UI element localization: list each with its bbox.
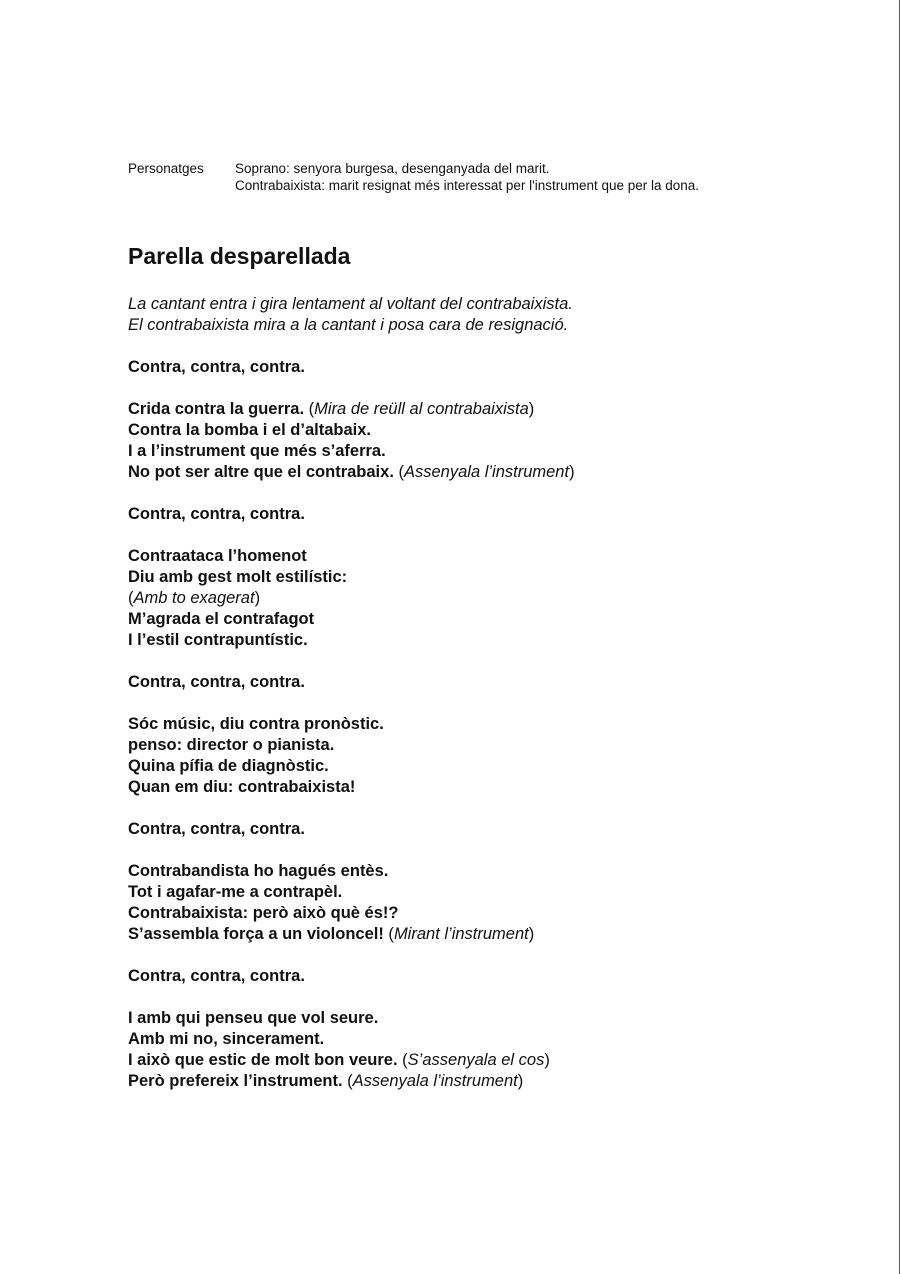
lyric-text: Amb mi no, sincerament. [128, 1030, 325, 1048]
refrain: Contra, contra, contra. [128, 358, 305, 376]
lyric-line [128, 882, 848, 903]
lyric-text: Diu amb gest molt estilístic: [128, 568, 348, 586]
stage-direction-text: Mira de reüll al contrabaixista [314, 400, 529, 418]
lyric-line [128, 567, 848, 588]
verse-stanza [128, 861, 848, 945]
lyric-text: Quan em diu: contrabaixista! [128, 778, 356, 796]
refrain: Contra, contra, contra. [128, 967, 305, 985]
lyric-text: M’agrada el contrafagot [128, 610, 315, 628]
lyric-text: Contraataca l’homenot [128, 547, 307, 565]
lyric-line [128, 1029, 848, 1050]
refrain: Contra, contra, contra. [128, 505, 305, 523]
cast-characters [235, 160, 699, 194]
lyric-text: Però prefereix l’instrument. [128, 1072, 343, 1090]
stage-direction-line: La cantant entra i gira lentament al voltant del contrabaixista. [128, 295, 573, 313]
lyric-line [128, 1008, 848, 1029]
stage-direction: (Mirant l’instrument) [383, 925, 535, 943]
lyric-line [128, 588, 848, 609]
verse-stanza [128, 399, 848, 483]
stage-direction: (Assenyala l’instrument) [393, 463, 575, 481]
lyric-line [128, 924, 848, 945]
stage-direction: (Assenyala l’instrument) [342, 1072, 524, 1090]
lyric-text: Contrabandista ho hagués entès. [128, 862, 389, 880]
lyric-line [128, 756, 848, 777]
lyric-line [128, 399, 848, 420]
refrain: Contra, contra, contra. [128, 820, 305, 838]
lyric-line [128, 441, 848, 462]
page-title: Parella desparellada [128, 243, 351, 269]
lyric-text: No pot ser altre que el contrabaix. [128, 463, 394, 481]
lyric-line [128, 777, 848, 798]
lyric-line [128, 546, 848, 567]
cast-label: Personatges [128, 161, 204, 176]
stage-direction-text: Assenyala l’instrument [404, 463, 570, 481]
stage-direction-text: Assenyala l’instrument [352, 1072, 518, 1090]
lyric-text: Sóc músic, diu contra pronòstic. [128, 715, 384, 733]
lyric-text: penso: director o pianista. [128, 736, 335, 754]
stage-direction: (Amb to exagerat) [128, 589, 261, 607]
character-contrabaixista: Contrabaixista: marit resignat més interessat per l'instrument que per la dona. [235, 178, 700, 193]
lyric-line [128, 420, 848, 441]
lyric-line [128, 903, 848, 924]
lyric-text: Crida contra la guerra. [128, 400, 305, 418]
refrain: Contra, contra, contra. [128, 673, 305, 691]
stage-direction-text: S’assenyala el cos [407, 1051, 545, 1069]
verse-stanza [128, 1008, 848, 1092]
lyric-line [128, 735, 848, 756]
lyric-text: I això que estic de molt bon veure. [128, 1051, 398, 1069]
stage-direction-text: Amb to exagerat [133, 589, 255, 607]
stage-direction-text: Mirant l’instrument [393, 925, 529, 943]
stage-direction-line: El contrabaixista mira a la cantant i posa cara de resignació. [128, 316, 569, 334]
lyric-line [128, 609, 848, 630]
stage-direction: (S’assenyala el cos) [397, 1051, 550, 1069]
verse-stanza [128, 546, 848, 651]
stage-direction: (Mira de reüll al contrabaixista) [304, 400, 535, 418]
lyric-text: Quina pífia de diagnòstic. [128, 757, 329, 775]
lyric-text: I amb qui penseu que vol seure. [128, 1009, 379, 1027]
verse-stanza [128, 714, 848, 798]
lyric-line [128, 1071, 848, 1092]
lyric-text: Tot i agafar-me a contrapèl. [128, 883, 343, 901]
lyric-line [128, 462, 848, 483]
lyric-line [128, 1050, 848, 1071]
lyric-line [128, 714, 848, 735]
lyric-text: S’assembla força a un violoncel! [128, 925, 384, 943]
lyrics-body [128, 294, 848, 1113]
lyric-text: I l’estil contrapuntístic. [128, 631, 308, 649]
lyric-text: I a l’instrument que més s’aferra. [128, 442, 386, 460]
opening-stage-direction [128, 294, 848, 336]
lyric-line [128, 630, 848, 651]
lyric-text: Contrabaixista: però això què és!? [128, 904, 399, 922]
lyric-line [128, 861, 848, 882]
lyric-text: Contra la bomba i el d’altabaix. [128, 421, 371, 439]
character-soprano: Soprano: senyora burgesa, desenganyada del marit. [235, 161, 550, 176]
